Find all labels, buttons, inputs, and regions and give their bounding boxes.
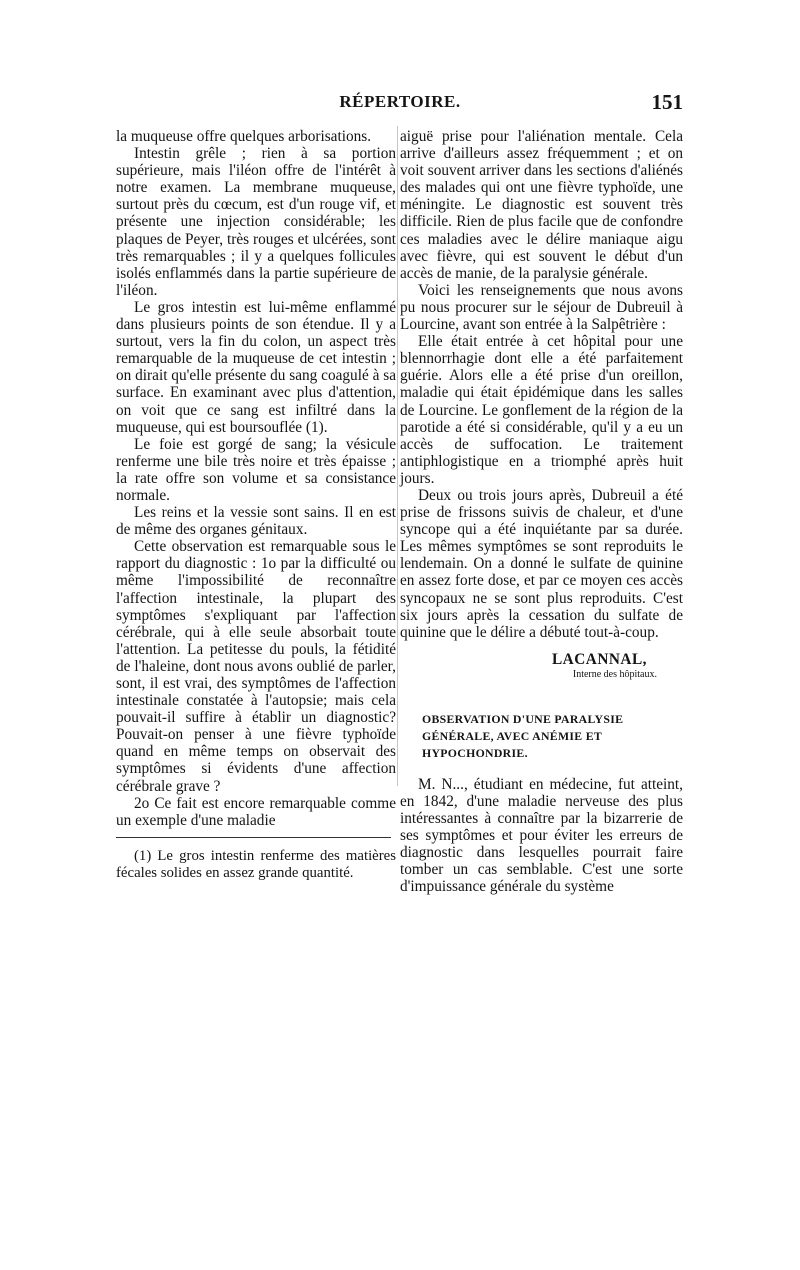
paragraph: Le gros intestin est lui-même enflammé dans plusieurs points de son étendue. Il y a surtout, vers la fin du colon, un aspect très remarquable de la muqueuse de cet intestin ; on dirait qu'elle présente du sang coagulé à sa surface. En examinant avec plus d'attention, on voit que ce sang est infiltré dans la muqueuse, qui est boursouflée (1). — [116, 298, 396, 436]
paragraph: M. N..., étudiant en médecine, fut atteint, en 1842, d'une maladie nerveuse des plus intéressantes à connaître par la bizarrerie de ses symptômes et pour éviter les erreurs de diagnostic dans lesquelles pourrait faire tomber un cas semblable. C'est une sorte d'impuissance générale du système — [400, 775, 683, 896]
paragraph: Cette observation est remarquable sous le rapport du diagnostic : 1o par la difficulté ou même l'impossibilité de reconnaître l'affection intestinale, la plupart des symptômes s'expliquant par l'affection cérébrale, qui à elle seule absorbait toute l'attention. La petitesse du pouls, la fétidité de l'haleine, dont nous avons oublié de parler, sont, il est vrai, des symptômes de l'affection intestinale constatée à l'autopsie; mais cela pouvait-il suffire à établir un diagnostic? Pouvait-on penser à une fièvre typhoïde quand en même temps on observait des symptômes si évidents d'une affection cérébrale grave ? — [116, 538, 396, 795]
section-title: OBSERVATION D'UNE PARALYSIE GÉNÉRALE, AVEC ANÉMIE ET HYPOCHONDRIE. — [422, 711, 624, 760]
paragraph: Deux ou trois jours après, Dubreuil a été prise de frissons suivis de chaleur, et d'une syncope qui a été inquiétante par sa durée. Les mêmes symptômes se sont reproduits le lendemain. On a donné le sulfate de quinine en assez forte dose, et par ce moyen ces accès syncopaux ne se sont plus reproduits. C'est six jours après la cessation du sulfate de quinine que le délire a débuté tout-à-coup. — [400, 486, 683, 641]
footnote: (1) Le gros intestin renferme des matières fécales solides en assez grande quantité. — [116, 847, 396, 881]
paragraph: Voici les renseignements que nous avons pu nous procurer sur le séjour de Dubreuil à Lourcine, avant son entrée à la Salpêtrière : — [400, 281, 683, 334]
footnote-separator — [116, 837, 391, 838]
paragraph: aiguë prise pour l'aliénation mentale. Cela arrive d'ailleurs assez fréquemment ; et on voit souvent arriver dans les sections d'aliénés des malades qui ont une fièvre typhoïde, une méningite. Le diagnostic est souvent très difficile. Rien de plus facile que de confondre ces maladies avec le délire maniaque aigu avec fièvre, qui est souvent le début d'un accès de manie, de la paralysie générale. — [400, 128, 683, 282]
page-number: 151 — [651, 90, 683, 114]
paragraph: la muqueuse offre quelques arborisations. — [116, 128, 372, 145]
paragraph: Intestin grêle ; rien à sa portion supérieure, mais l'iléon offre de l'intérêt à notre examen. La membrane muqueuse, surtout près du cœcum, est d'un rouge vif, et présente une injection considérable; les plaques de Peyer, très rouges et ulcérées, sont très remarquables ; il y a quelques follicules isolés enflammés dans la partie supérieure de l'iléon. — [116, 145, 396, 299]
signature: LACANNAL, — [551, 650, 647, 668]
page-header — [117, 92, 683, 120]
paragraph: 2o Ce fait est encore remarquable comme un exemple d'une maladie — [116, 794, 396, 829]
column-divider — [397, 126, 398, 786]
paragraph: Le foie est gorgé de sang; la vésicule renferme une bile très noire et très épaisse ; la rate offre son volume et sa consistance normale. — [116, 435, 396, 504]
running-title: RÉPERTOIRE. — [339, 92, 461, 111]
left-column — [116, 128, 396, 882]
signature-title: Interne des hôpitaux. — [572, 668, 657, 680]
paragraph: Les reins et la vessie sont sains. Il en est de même des organes génitaux. — [116, 504, 396, 539]
right-column — [400, 128, 683, 896]
paragraph: Elle était entrée à cet hôpital pour une blennorrhagie dont elle a été parfaitement guérie. Alors elle a été prise d'un oreillon, maladie qui était épidémique dans les salles de Lourcine. Le gonflement de la région de la parotide a été si considérable, qu'il y a eu un accès de suffocation. Le traitement antiphlogistique en a triomphé après huit jours. — [400, 333, 683, 487]
